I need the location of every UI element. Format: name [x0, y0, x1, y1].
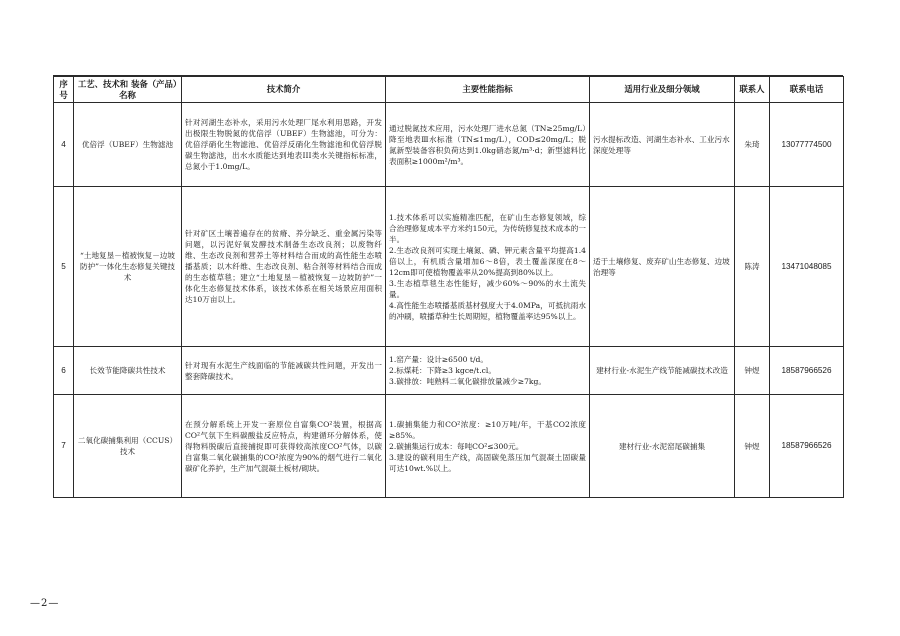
row-industry: 建材行业-水泥窑尾碳捕集	[590, 395, 735, 498]
row-phone: 18587966526	[770, 395, 844, 498]
header-intro: 技术简介	[182, 77, 386, 103]
table-row	[54, 347, 844, 395]
row-intro: 针对现有水泥生产线面临的节能减碳共性问题，开发出一整套降碳技术。	[182, 347, 386, 395]
row-no: 5	[54, 187, 74, 347]
row-contact: 陈涛	[735, 187, 770, 347]
row-name: 二氧化碳捕集利用（CCUS）技术	[74, 395, 182, 498]
row-intro: 针对矿区土壤普遍存在的贫瘠、养分缺乏、重金属污染等问题，以污泥好氧发酵技术制备生态改良剂；以废物纤维、生态改良剂和营养土等材料结合而成的高性能生态喷播基质；以木纤维、生态改良剂、粘合剂等材料结合而成的生态植草毯；建立“土地复垦－植被恢复－边坡防护”一体化生态修复技术体系，该技术体系在相关场景应用面积达10万亩以上。	[182, 187, 386, 347]
header-industry: 适用行业及细分领域	[590, 77, 735, 103]
table-header-row	[54, 77, 844, 103]
row-phone: 13471048085	[770, 187, 844, 347]
row-indicators: 1.窑产量：设计≥6500 t/d。 2.标煤耗：下降≥3 kgce/t.cl。 3.碳排放：吨熟料二氧化碳排放量减少≥7kg。	[386, 347, 590, 395]
header-indicators: 主要性能指标	[386, 77, 590, 103]
row-intro: 在预分解系统上开发一套原位自富集CO²装置，根据高CO²气氛下生料碳酸盐反应特点，构建循环分解体系，使得物料脱碳后直接捕捉即可获得较高浓度CO²气体，以碳自富集二氧化碳捕集的CO²浓度为90%的烟气进行二氧化碳矿化养护，生产加气混凝土板材/砌块。	[182, 395, 386, 498]
row-no: 4	[54, 103, 74, 187]
row-name: 长效节能降碳共性技术	[74, 347, 182, 395]
row-indicators: 1.碳捕集能力和CO²浓度：≥10万吨/年，干基CO2浓度≥85%。 2.碳捕集运行成本：每吨CO²≤300元。 3.建设的碳利用生产线，高固碳免蒸压加气混凝土固碳量可达10wt.%以上。	[386, 395, 590, 498]
row-industry: 适于土壤修复、废弃矿山生态修复、边坡治理等	[590, 187, 735, 347]
row-contact: 钟煜	[735, 347, 770, 395]
row-no: 7	[54, 395, 74, 498]
table-row	[54, 395, 844, 498]
row-no: 6	[54, 347, 74, 395]
row-industry: 污水提标改造、河湖生态补水、工业污水深度处理等	[590, 103, 735, 187]
table-row	[54, 103, 844, 187]
row-contact: 钟煜	[735, 395, 770, 498]
row-name: 优倍浮（UBEF）生物滤池	[74, 103, 182, 187]
page-number: —2—	[30, 598, 60, 609]
header-no: 序号	[54, 77, 74, 103]
header-name: 工艺、技术和 装备（产品）名称	[74, 77, 182, 103]
header-contact: 联系人	[735, 77, 770, 103]
row-name: “土地复垦－植被恢复－边坡防护”一体化生态修复关键技术	[74, 187, 182, 347]
row-contact: 朱琦	[735, 103, 770, 187]
row-intro: 针对河湖生态补水，采用污水处理厂尾水利用思路，开发出极限生物脱氮的优倍浮（UBEF）生物滤池，可分为：优倍浮硝化生物滤池、优倍浮反硝化生物滤池和优倍浮脱碳生物滤池，出水水质能达到地表III类水关键指标标准，总氮小于1.0mg/L。	[182, 103, 386, 187]
row-indicators: 1.技术体系可以实施精准匹配，在矿山生态修复领域，综合治理修复成本平方米约150元，为传统修复技术成本的一半。 2.生态改良剂可实现土壤氮、磷、钾元素含量平均提高1.4倍以上，有机质含量增加6～8倍，表土覆盖深度在8～12cm即可使植物覆盖率从20%提高到80%以上。 3.生态植草毯生态性能好，减少60%～90%的水土流失量。 4.高性能生态喷播基质基材强度大于4.0MPa，可抵抗雨水的冲刷，喷播草种生长周期短，植物覆盖率达95%以上。	[386, 187, 590, 347]
table-row	[54, 187, 844, 347]
header-phone: 联系电话	[770, 77, 844, 103]
row-indicators: 通过脱氮技术应用，污水处理厂进水总氮（TN≥25mg/L）降至地表Ⅲ水标准（TN≤1mg/L），COD≤20mg/L；脱氮新型装备容积负荷达到1.0kg硝态氮/m³·d；新型滤料比表面积≥1000m²/m³。	[386, 103, 590, 187]
row-industry: 建材行业-水泥生产线节能减碳技术改造	[590, 347, 735, 395]
row-phone: 18587966526	[770, 347, 844, 395]
technology-table	[53, 76, 844, 498]
row-phone: 13077774500	[770, 103, 844, 187]
